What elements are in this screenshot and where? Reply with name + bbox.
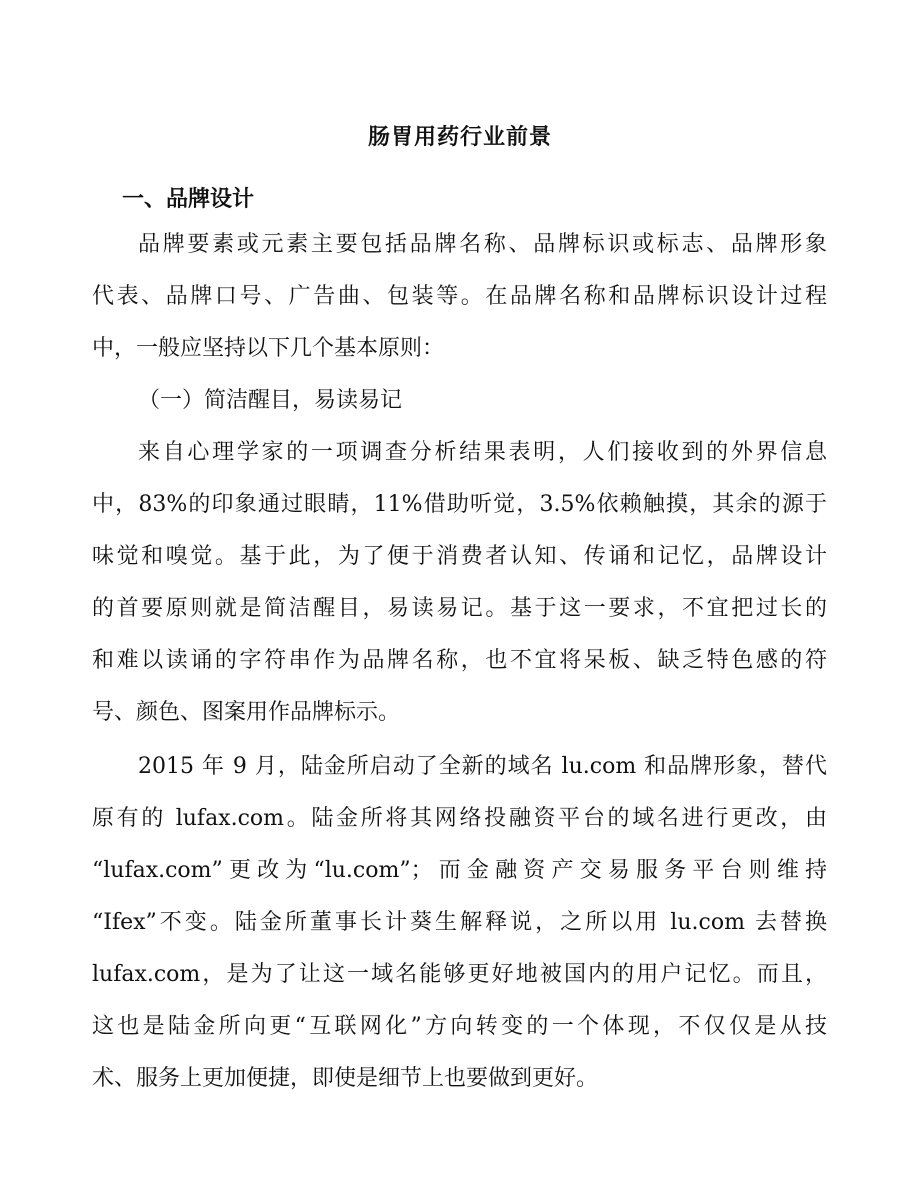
document-title: 肠胃用药行业前景 <box>367 124 552 150</box>
text-line: 号、颜色、图案用作品牌标示。 <box>92 700 401 725</box>
paragraph <box>92 750 827 1114</box>
text-line: lufax.com，是为了让这一域名能够更好地被国内的用户记忆。而且， <box>92 962 827 987</box>
text-line: “Ifex”不变。陆金所董事长计葵生解释说，之所以用 lu.com 去替换 <box>92 910 827 935</box>
text-line: 代表、品牌口号、广告曲、包装等。在品牌名称和品牌标识设计过程 <box>92 284 827 309</box>
section-heading: 一、品牌设计 <box>122 186 255 212</box>
text-line: 中，一般应坚持以下几个基本原则： <box>92 336 445 361</box>
text-line: 这也是陆金所向更“互联网化”方向转变的一个体现，不仅仅是从技 <box>92 1014 827 1039</box>
text-line: “lufax.com”更改为“lu.com”；而金融资产交易服务平台则维持 <box>92 858 827 883</box>
document-body <box>92 228 827 1114</box>
text-line: 品牌要素或元素主要包括品牌名称、品牌标识或标志、品牌形象 <box>138 232 827 257</box>
paragraph <box>92 436 827 748</box>
paragraph <box>92 228 827 384</box>
text-line: 中，83%的印象通过眼睛，11%借助听觉，3.5%依赖触摸，其余的源于 <box>92 492 827 517</box>
text-line: 2015 年 9 月，陆金所启动了全新的域名 lu.com 和品牌形象，替代 <box>138 754 827 779</box>
text-line: 的首要原则就是简洁醒目，易读易记。基于这一要求，不宜把过长的 <box>92 596 827 621</box>
text-line: 来自心理学家的一项调查分析结果表明，人们接收到的外界信息 <box>138 440 827 465</box>
text-line: 原有的 lufax.com。陆金所将其网络投融资平台的域名进行更改，由 <box>92 806 827 831</box>
text-line: 味觉和嗅觉。基于此，为了便于消费者认知、传诵和记忆，品牌设计 <box>92 544 827 569</box>
subheading: （一）简洁醒目，易读易记 <box>138 388 403 413</box>
text-line: 和难以读诵的字符串作为品牌名称，也不宜将呆板、缺乏特色感的符 <box>92 648 827 673</box>
text-line: 术、服务上更加便捷，即使是细节上也要做到更好。 <box>92 1066 599 1091</box>
